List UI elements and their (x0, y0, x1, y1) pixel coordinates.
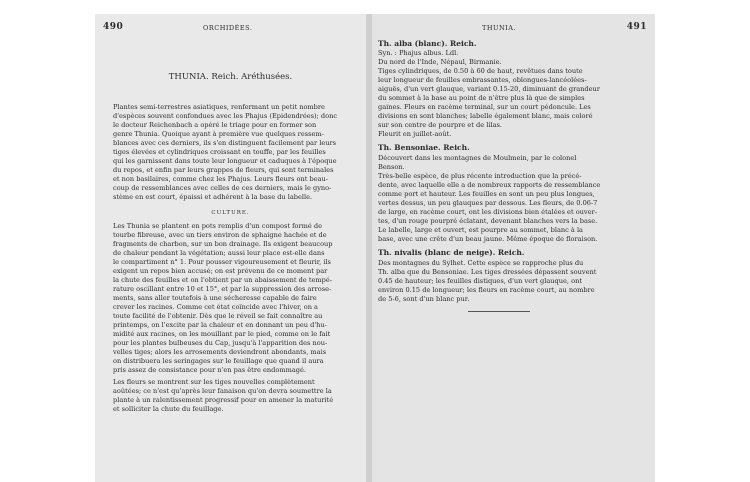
page-number-right: 491 (626, 22, 647, 32)
genus-description (113, 103, 357, 202)
right-page (372, 14, 655, 482)
book-spread (95, 14, 655, 482)
text-line: de 5-6, sont d'un blanc pur. (378, 295, 470, 303)
text-line: stème en est court, épaissi et adhérent à la base du labelle. (113, 193, 313, 201)
text-line: tiges élevées et cylindriques croissant en touffe, par les feuilles (113, 148, 326, 156)
text-line: Les fleurs se montrent sur les tiges nouvelles complètement (113, 378, 315, 386)
text-line: Benson. (378, 163, 405, 171)
species-heading-nivalis: Th. nivalis (blanc de neige). Reich. (378, 248, 525, 257)
text-line: midité aux racines, on les mouillant par le pied, comme on le fait (113, 330, 331, 338)
text-line: comme port et hauteur. Les feuilles en sont un peu plus longues, (378, 190, 595, 198)
text-line: le compartiment n° 1. Pour pousser vigoureusement et fleurir, ils (113, 258, 331, 266)
text-line: du repos, et enfin par leurs grappes de fleurs, qui sont terminales (113, 166, 334, 174)
text-line: genre Thunia. Quoique ayant à première vue quelques ressem- (113, 130, 324, 138)
text-line: Th. alba que du Bensoniae. Les tiges dressées dépassent souvent (378, 268, 597, 276)
text-line: de large, en racème court, ont les divisions bien étalées et ouver- (378, 208, 597, 216)
text-line: divisions en sont blanches; labelle également blanc, mais coloré (378, 112, 593, 120)
running-head-right: THUNIA. (482, 24, 516, 32)
species-heading-bensoniae: Th. Bensoniae. Reich. (378, 143, 470, 152)
text-line: qui les garnissent dans toute leur longueur et caduques à l'époque (113, 157, 337, 165)
text-line: Plantes semi-terrestres asiatiques, renfermant un petit nombre (113, 103, 325, 111)
text-line: leur longueur de feuilles embrassantes, oblongues-lancéolées- (378, 76, 587, 84)
text-line: on distribuera les seringages sur le feuillage que quand il aura (113, 357, 324, 365)
text-line: toute facilité de l'obtenir. Dès que le réveil se fait connaître au (113, 312, 323, 320)
text-line: Les Thunia se plantent en pots remplis d'un compost formé de (113, 222, 323, 230)
text-line: Du nord de l'Inde, Népaul, Birmanie. (378, 58, 502, 66)
text-line: velles tiges; alors les arrosements deviendront abondants, mais (113, 348, 327, 356)
page-number-left: 490 (103, 22, 124, 32)
text-line: crever les racines. Comme cet état coïncide avec l'hiver, on a (113, 303, 318, 311)
text-line: pris assez de consistance pour n'en pas être endommagé. (113, 366, 306, 374)
text-line: rature oscillant entre 10 et 15°, et par la suppression des arrose- (113, 285, 332, 293)
text-line: Syn. : Phajus albus. Ldl. (378, 49, 459, 57)
text-line: blances avec ces derniers, ils s'en distinguent facilement par leurs (113, 139, 337, 147)
text-line: dente, avec laquelle elle a de nombreux rapports de ressemblance (378, 181, 601, 189)
text-line: et solliciter la chute du feuillage. (113, 405, 224, 413)
text-line: 0.45 de hauteur; les feuilles distiques, d'un vert glauque, ont (378, 277, 582, 285)
species-text-bensoniae (378, 154, 648, 244)
text-line: et non basilaires, comme chez les Phajus. Leurs fleurs ont beau- (113, 175, 329, 183)
text-line: d'espèces souvent confondues avec les Phajus (Epidendrées); donc (113, 112, 338, 120)
culture-heading: CULTURE. (211, 210, 250, 216)
text-line: exigent un repos bien accusé; on est prévenu de ce moment par (113, 267, 328, 275)
species-text-alba (378, 49, 648, 139)
text-line: Des montagnes du Sylhet. Cette espèce se rapproche plus du (378, 259, 584, 267)
text-line: environ 0.15 de longueur; les fleurs en racème court, au nombre (378, 286, 595, 294)
species-heading-alba: Th. alba (blanc). Reich. (378, 39, 477, 48)
text-line: coup de ressemblances avec celles de ces derniers, mais le gyno- (113, 184, 332, 192)
left-page (95, 14, 366, 482)
text-line: Tiges cylindriques, de 0.50 à 60 de haut, revêtues dans toute (378, 67, 583, 75)
text-line: fragments de charbon, sur un bon drainage. Ils exigent beaucoup (113, 240, 333, 248)
species-text-nivalis (378, 259, 648, 304)
text-line: Fleurit en juillet-août. (378, 130, 452, 138)
text-line: tes, d'un rouge pourpré éclatant, devenant blanches vers la base. (378, 217, 598, 225)
text-line: base, avec une crête d'un beau jaune. Même époque de floraison. (378, 235, 598, 243)
culture-paragraph (113, 222, 357, 375)
text-line: aiguës, d'un vert glauque, variant 0.15-20, diminuant de grandeur (378, 85, 600, 93)
text-line: pour les plantes bulbeuses du Cap, jusqu'à l'apparition des nou- (113, 339, 328, 347)
genus-title: THUNIA. Reich. Aréthusées. (168, 72, 293, 82)
text-line: tourbe fibreuse, avec un tiers environ de sphaigne hachée et de (113, 231, 327, 239)
section-divider (468, 311, 530, 312)
text-line: vertes dessus, un peu glauques par dessous. Les fleurs, de 0.06-7 (378, 199, 598, 207)
text-line: de chaleur pendant la végétation; aussi leur place est-elle dans (113, 249, 325, 257)
text-line: la chute des feuilles et on l'obtient par un abaissement de tempé- (113, 276, 332, 284)
text-line: Très-belle espèce, de plus récente introduction que la précé- (378, 172, 582, 180)
text-line: sur son centre de pourpre et de lilas. (378, 121, 502, 129)
text-line: Le labelle, large et ouvert, est pourpre au sommet, blanc à la (378, 226, 583, 234)
text-line: Découvert dans les montagnes de Moulmein, par le colonel (378, 154, 577, 162)
flowering-paragraph (113, 378, 357, 414)
text-line: printemps, on l'excite par la chaleur et en donnant un peu d'hu- (113, 321, 327, 329)
text-line: du sommet à la base au point de n'être plus là que de simples (378, 94, 585, 102)
running-head-left: ORCHIDÉES. (203, 24, 253, 32)
text-line: gaines. Fleurs en racème terminal, sur un court pédoncule. Les (378, 103, 591, 111)
text-line: plante à un ralentissement progressif pour en amener la maturité (113, 396, 334, 404)
text-line: ments, sans aller toutefois à une sécheresse capable de faire (113, 294, 317, 302)
text-line: aoûtées; ce n'est qu'après leur fanaison qu'on devra soumettre la (113, 387, 332, 395)
text-line: le docteur Reichenbach a opéré le triage pour en former son (113, 121, 317, 129)
